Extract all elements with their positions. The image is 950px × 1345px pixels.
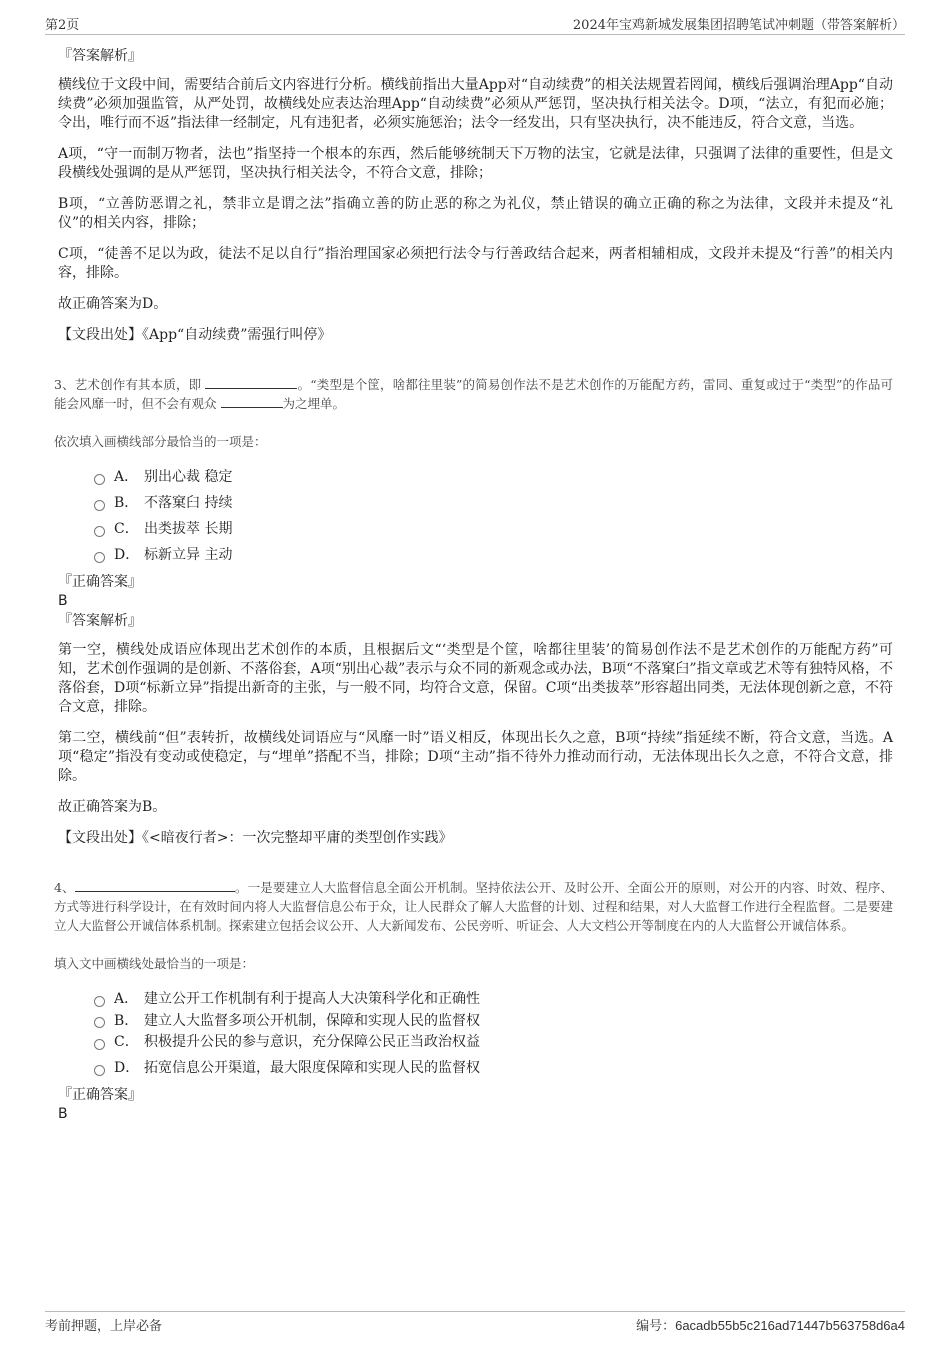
source-citation: 【文段出处】《<暗夜行者>：一次完整却平庸的类型创作实践》 xyxy=(58,830,453,846)
question-prompt: 填入文中画横线处最恰当的一项是： xyxy=(54,956,255,971)
analysis-paragraph: 第二空，横线前“但”表转折，故横线处词语应与“风靡一时”语义相反，体现出长久之意，B项“持续”指延续不断，符合文意，当选。A项“稳定”指没有变动或使稳定，与“埋单”搭配不当，排除；D项“主动”指不待外力推动而行动，无法体现出长久之意，不符合文意，排除。 xyxy=(58,730,893,784)
radio-icon[interactable] xyxy=(94,996,105,1007)
question-number: 4、 xyxy=(54,880,75,895)
document-title: 2024年宝鸡新城发展集团招聘笔试冲刺题（带答案解析） xyxy=(572,18,905,33)
option-a[interactable]: A． 建立公开工作机制有利于提高人大决策科学化和正确性 xyxy=(94,985,893,1011)
analysis-paragraph: A项，“守一而制万物者，法也”指坚持一个根本的东西，然后能够统制天下万物的法宝，它就是法律，只强调了法律的重要性，但是文段横线处强调的是从严惩罚，坚决执行相关法令，不符合文意，排除； xyxy=(58,146,893,181)
question-3-stem: 3、艺术创作有其本质，即 。“类型是个筐，啥都往里装”的简易创作法不是艺术创作的万能配方药，雷同、重复或过于“类型”的作品可能会风靡一时，但不会有观众 为之埋单。 xyxy=(54,377,893,411)
option-d[interactable]: D． 标新立异 主动 xyxy=(94,541,893,567)
correct-answer-label: 『正确答案』 xyxy=(58,574,142,590)
question-4-stem: 4、 。一是要建立人大监督信息全面公开机制。坚持依法公开、及时公开、全面公开的原则，对公开的内容、时效、程序、方式等进行科学设计，在有效时间内将人大监督信息公布于众，让人民群众了解人大监督的计划、过程和结果，对人大监督工作进行全程监督。二是要建立人大监督公开诚信体系机制。探索建立包括会议公开、人大新闻发布、公民旁听、听证会、人大文档公开等制度在内的人大监督公开诚信体系。 xyxy=(54,880,893,933)
question-4-options xyxy=(94,985,893,1080)
analysis-paragraph: 第一空，横线处成语应体现出艺术创作的本质，且根据后文“‘类型是个筐，啥都往里装’的简易创作法不是艺术创作的万能配方药”可知，艺术创作强调的是创新、不落俗套，A项“别出心裁”表示与众不同的新观念或办法，B项“不落窠臼”指文章或艺术等有独特风格，不落俗套，D项“标新立异”指提出新奇的主张，与一般不同，均符合文意，保留。C项“出类拔萃”形容超出同类，无法体现创新之意，不符合文意，排除。 xyxy=(58,642,893,715)
radio-icon[interactable] xyxy=(94,474,105,485)
option-b[interactable]: B． 建立人大监督多项公开机制，保障和实现人民的监督权 xyxy=(94,1011,893,1028)
analysis-paragraph: B项，“立善防恶谓之礼，禁非立是谓之法”指确立善的防止恶的称之为礼仪，禁止错误的确立正确的称之为法律，文段并未提及“礼仪”的相关内容，排除； xyxy=(58,196,893,231)
page-number: 第2页 xyxy=(45,18,80,33)
page-content xyxy=(54,46,893,1124)
analysis-paragraph: C项，“徒善不足以为政，徒法不足以自行”指治理国家必须把行法令与行善政结合起来，两者相辅相成，文段并未提及“行善”的相关内容，排除。 xyxy=(58,246,893,281)
source-citation: 【文段出处】《App“自动续费”需强行叫停》 xyxy=(58,327,332,343)
analysis-paragraph: 横线位于文段中间，需要结合前后文内容进行分析。横线前指出大量App对“自动续费”的相关法规置若罔闻，横线后强调治理App“自动续费”必须加强监管，从严处罚，故横线处应表达治理App“自动续费”必须从严惩罚，坚决执行相关法令。D项，“法立，有犯而必施；令出，唯行而不返”指法律一经制定，凡有违犯者，必须实施惩治；法令一经发出，只有坚决执行，决不能违反，符合文意，当选。 xyxy=(58,77,893,131)
page-header xyxy=(45,14,905,35)
answer-blank xyxy=(75,879,235,892)
document-code: 编号：6acadb55b5c216ad71447b563758d6a4 xyxy=(636,1318,905,1334)
analysis-label: 『答案解析』 xyxy=(58,48,142,64)
radio-icon[interactable] xyxy=(94,1065,105,1076)
option-b[interactable]: B． 不落窠臼 持续 xyxy=(94,489,893,515)
analysis-label: 『答案解析』 xyxy=(58,613,142,629)
conclusion-paragraph: 故正确答案为B。 xyxy=(58,799,167,815)
correct-answer: B xyxy=(58,593,68,609)
answer-blank xyxy=(221,395,283,408)
question-3-options xyxy=(94,463,893,567)
option-d[interactable]: D． 拓宽信息公开渠道，最大限度保障和实现人民的监督权 xyxy=(94,1054,893,1080)
correct-answer: B xyxy=(58,1106,68,1122)
answer-blank xyxy=(205,376,297,389)
page-footer xyxy=(45,1311,905,1336)
option-a[interactable]: A． 别出心裁 稳定 xyxy=(94,463,893,489)
question-prompt: 依次填入画横线部分最恰当的一项是： xyxy=(54,434,267,449)
footer-slogan: 考前押题，上岸必备 xyxy=(45,1319,163,1334)
radio-icon[interactable] xyxy=(94,1039,105,1050)
conclusion-paragraph: 故正确答案为D。 xyxy=(58,296,168,312)
correct-answer-label: 『正确答案』 xyxy=(58,1087,142,1103)
radio-icon[interactable] xyxy=(94,552,105,563)
question-number: 3、 xyxy=(54,377,75,392)
option-c[interactable]: C． 积极提升公民的参与意识，充分保障公民正当政治权益 xyxy=(94,1028,893,1054)
radio-icon[interactable] xyxy=(94,500,105,511)
option-c[interactable]: C． 出类拔萃 长期 xyxy=(94,515,893,541)
radio-icon[interactable] xyxy=(94,526,105,537)
radio-icon[interactable] xyxy=(94,1017,105,1028)
